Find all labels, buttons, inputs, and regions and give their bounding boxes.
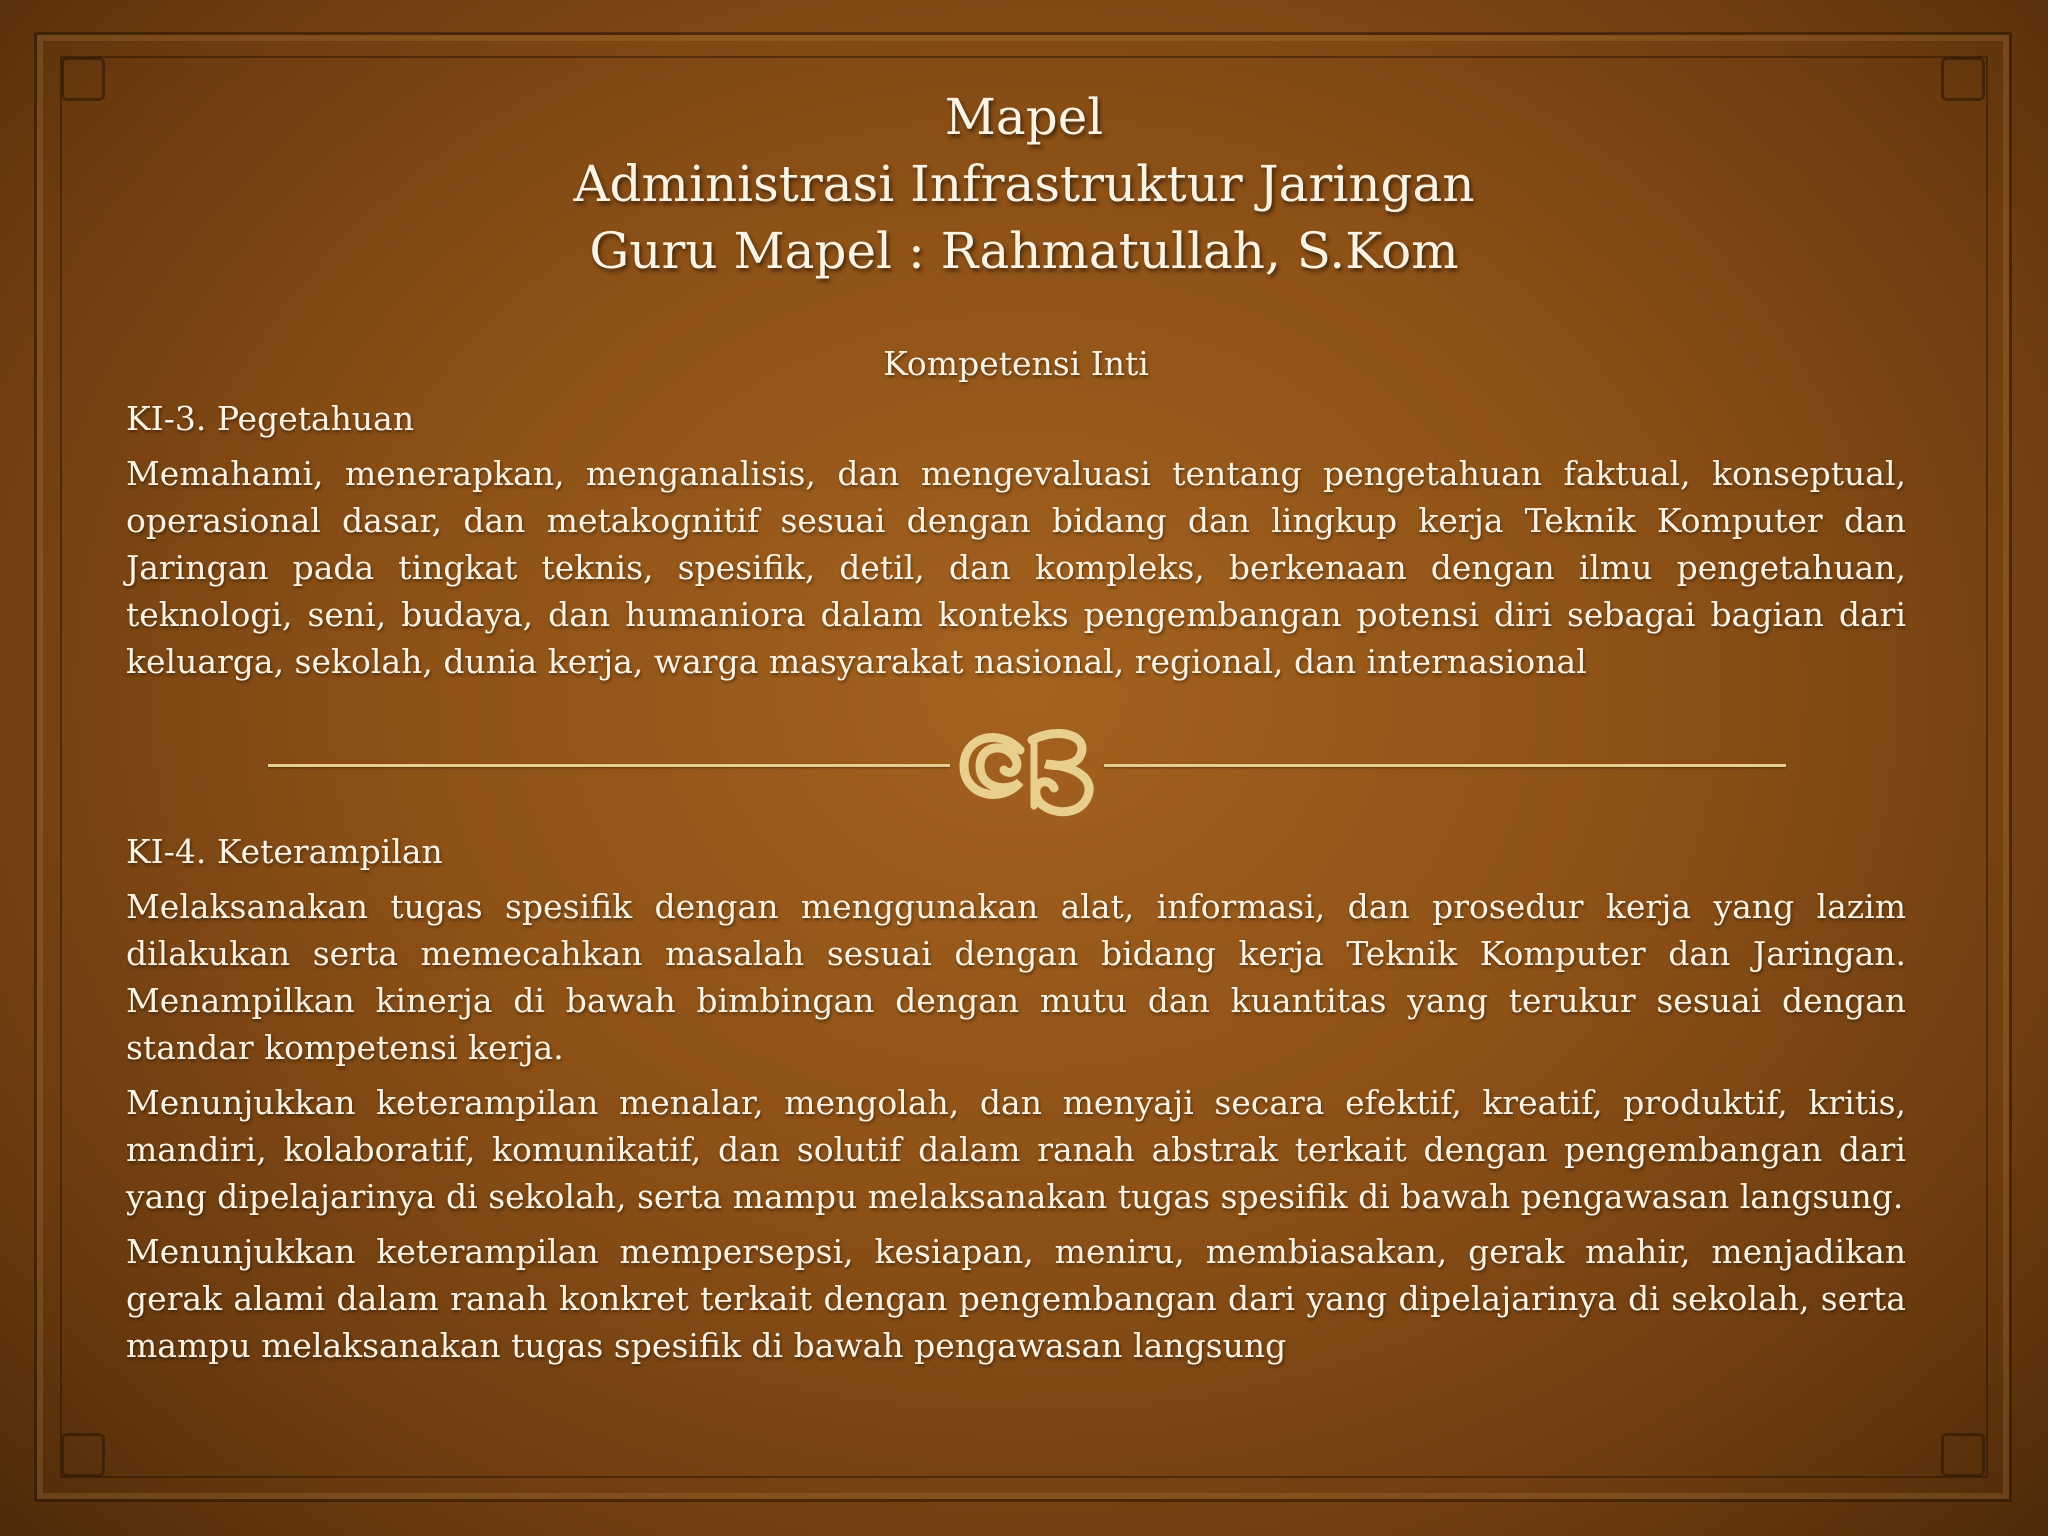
flourish-ornament-icon — [950, 720, 1104, 820]
ki4-paragraph: Melaksanakan tugas spesifik dengan menggunakan alat, informasi, dan prosedur kerja yang lazim dilakukan serta memecahkan masalah sesuai dengan bidang kerja Teknik Komputer dan Jaringan. Menampilkan kinerja di bawah bimbingan dengan mutu dan kuantitas yang terukur sesuai dengan standar kompetensi kerja. — [126, 887, 1906, 1067]
ornamental-divider — [268, 720, 1786, 820]
ki3-heading: KI-3. Pegetahuan — [126, 399, 415, 438]
divider-line-right — [1104, 764, 1786, 767]
title-line-teacher: Guru Mapel : Rahmatullah, S.Kom — [589, 222, 1459, 280]
ki3-paragraph: Memahami, menerapkan, menganalisis, dan mengevaluasi tentang pengetahuan faktual, konseptual, operasional dasar, dan metakognitif sesuai dengan bidang dan lingkup kerja Teknik Komputer dan Jaringan pada tingkat teknis, spesifik, detil, dan kompleks, berkenaan dengan ilmu pengetahuan, teknologi, seni, budaya, dan humaniora dalam konteks pengembangan potensi diri sebagai bagian dari keluarga, sekolah, dunia kerja, warga masyarakat nasional, regional, dan internasional — [126, 454, 1906, 681]
ki4-paragraph: Menunjukkan keterampilan mempersepsi, kesiapan, meniru, membiasakan, gerak mahir, menjadikan gerak alami dalam ranah konkret terkait dengan pengembangan dari yang dipelajarinya di sekolah, serta mampu melaksanakan tugas spesifik di bawah pengawasan langsung — [126, 1232, 1906, 1365]
ki4-section — [126, 820, 1906, 1369]
ki4-paragraph: Menunjukkan keterampilan menalar, mengolah, dan menyaji secara efektif, kreatif, produktif, kritis, mandiri, kolaboratif, komunikatif, dan solutif dalam ranah abstrak terkait dengan pengembangan dari yang dipelajarinya di sekolah, serta mampu melaksanakan tugas spesifik di bawah pengawasan langsung. — [126, 1083, 1906, 1216]
slide-title — [0, 84, 2048, 285]
ki3-section — [126, 340, 1906, 685]
ki4-heading: KI-4. Keterampilan — [126, 832, 443, 871]
title-line-subject-name: Administrasi Infrastruktur Jaringan — [573, 155, 1475, 213]
divider-line-left — [268, 764, 950, 767]
title-line-subject-label: Mapel — [944, 88, 1104, 146]
section-title: Kompetensi Inti — [883, 344, 1149, 383]
